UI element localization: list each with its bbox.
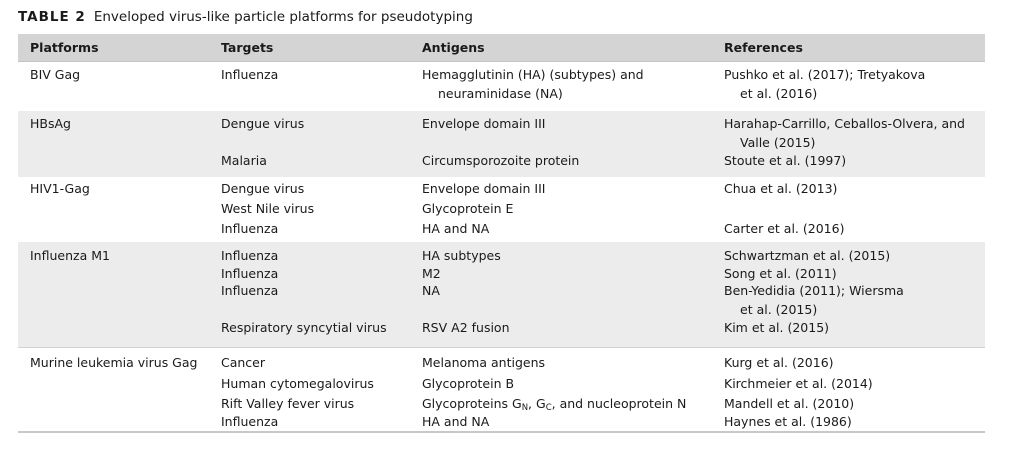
antigen-cell: Envelope domain III: [422, 116, 546, 131]
group-influenza-m1: [18, 242, 985, 347]
antigen-cell: HA and NA: [422, 221, 490, 236]
target-cell: Influenza: [221, 248, 279, 263]
table-header: [18, 34, 985, 62]
reference-cell: Stoute et al. (1997): [724, 153, 847, 168]
header-references: References: [724, 40, 803, 55]
target-cell: Influenza: [221, 266, 279, 281]
platform-cell: Murine leukemia virus Gag: [30, 355, 198, 370]
antigen-subscript: C: [545, 403, 552, 413]
target-cell: Human cytomegalovirus: [221, 376, 374, 391]
antigen-cell: HA subtypes: [422, 248, 501, 263]
reference-text-cont: et al. (2016): [740, 86, 818, 101]
table-bottom-rule: [18, 431, 985, 433]
antigen-cell: NA: [422, 283, 440, 298]
target-cell: Malaria: [221, 153, 267, 168]
antigen-cell: HA and NA: [422, 414, 490, 429]
reference-cell: Mandell et al. (2010): [724, 396, 855, 411]
table-label: TABLE 2: [18, 9, 86, 25]
group-biv-gag: [18, 62, 985, 111]
reference-cell: Schwartzman et al. (2015): [724, 248, 891, 263]
reference-cell: Carter et al. (2016): [724, 221, 845, 236]
platform-cell: BIV Gag: [30, 67, 81, 82]
header-targets: Targets: [221, 40, 274, 55]
table-caption: [18, 9, 473, 25]
antigen-cell: Glycoprotein E: [422, 201, 514, 216]
target-cell: Dengue virus: [221, 116, 305, 131]
platform-cell: Influenza M1: [30, 248, 110, 263]
virus-platform-table: [18, 34, 985, 432]
target-cell: West Nile virus: [221, 201, 315, 216]
antigen-cell: Envelope domain III: [422, 181, 546, 196]
reference-text: Harahap-Carrillo, Ceballos-Olvera, and: [724, 116, 965, 131]
antigen-subscript: N: [521, 403, 529, 413]
target-cell: Influenza: [221, 283, 279, 298]
reference-cell: Haynes et al. (1986): [724, 414, 852, 429]
antigen-text: , G: [528, 396, 546, 411]
reference-text-cont: Valle (2015): [740, 135, 816, 150]
group-murine-leukemia-virus-gag: [18, 347, 985, 432]
target-cell: Rift Valley fever virus: [221, 396, 355, 411]
target-cell: Respiratory syncytial virus: [221, 320, 387, 335]
antigen-text: Glycoproteins G: [422, 396, 522, 411]
antigen-text: , and nucleoprotein N: [551, 396, 687, 411]
reference-text: Pushko et al. (2017); Tretyakova: [724, 67, 926, 82]
reference-text-cont: et al. (2015): [740, 302, 818, 317]
table-title: Enveloped virus-like particle platforms for pseudotyping: [93, 9, 473, 25]
reference-cell: [724, 281, 904, 319]
header-antigens: Antigens: [422, 40, 485, 55]
group-hiv1-gag: [18, 177, 985, 242]
antigen-text: Hemagglutinin (HA) (subtypes) and: [422, 67, 644, 82]
reference-cell: Kirchmeier et al. (2014): [724, 376, 873, 391]
target-cell: Dengue virus: [221, 181, 305, 196]
antigen-text-cont: neuraminidase (NA): [438, 86, 563, 101]
group-hbsag: [18, 111, 985, 177]
platform-cell: HIV1-Gag: [30, 181, 90, 196]
antigen-cell: Glycoprotein B: [422, 376, 515, 391]
antigen-cell: M2: [422, 266, 441, 281]
target-cell: Influenza: [221, 221, 279, 236]
antigen-cell: [422, 65, 644, 103]
reference-text: Ben-Yedidia (2011); Wiersma: [724, 283, 904, 298]
reference-cell: Kim et al. (2015): [724, 320, 830, 335]
header-platforms: Platforms: [30, 40, 99, 55]
platform-cell: HBsAg: [30, 116, 71, 131]
reference-cell: Song et al. (2011): [724, 266, 837, 281]
reference-cell: [724, 114, 965, 152]
antigen-cell: Circumsporozoite protein: [422, 153, 580, 168]
target-cell: Cancer: [221, 355, 266, 370]
reference-cell: Kurg et al. (2016): [724, 355, 834, 370]
target-cell: Influenza: [221, 414, 279, 429]
reference-cell: Chua et al. (2013): [724, 181, 838, 196]
antigen-cell: Melanoma antigens: [422, 355, 546, 370]
target-cell: Influenza: [221, 67, 279, 82]
antigen-cell: RSV A2 fusion: [422, 320, 510, 335]
reference-cell: [724, 65, 925, 103]
